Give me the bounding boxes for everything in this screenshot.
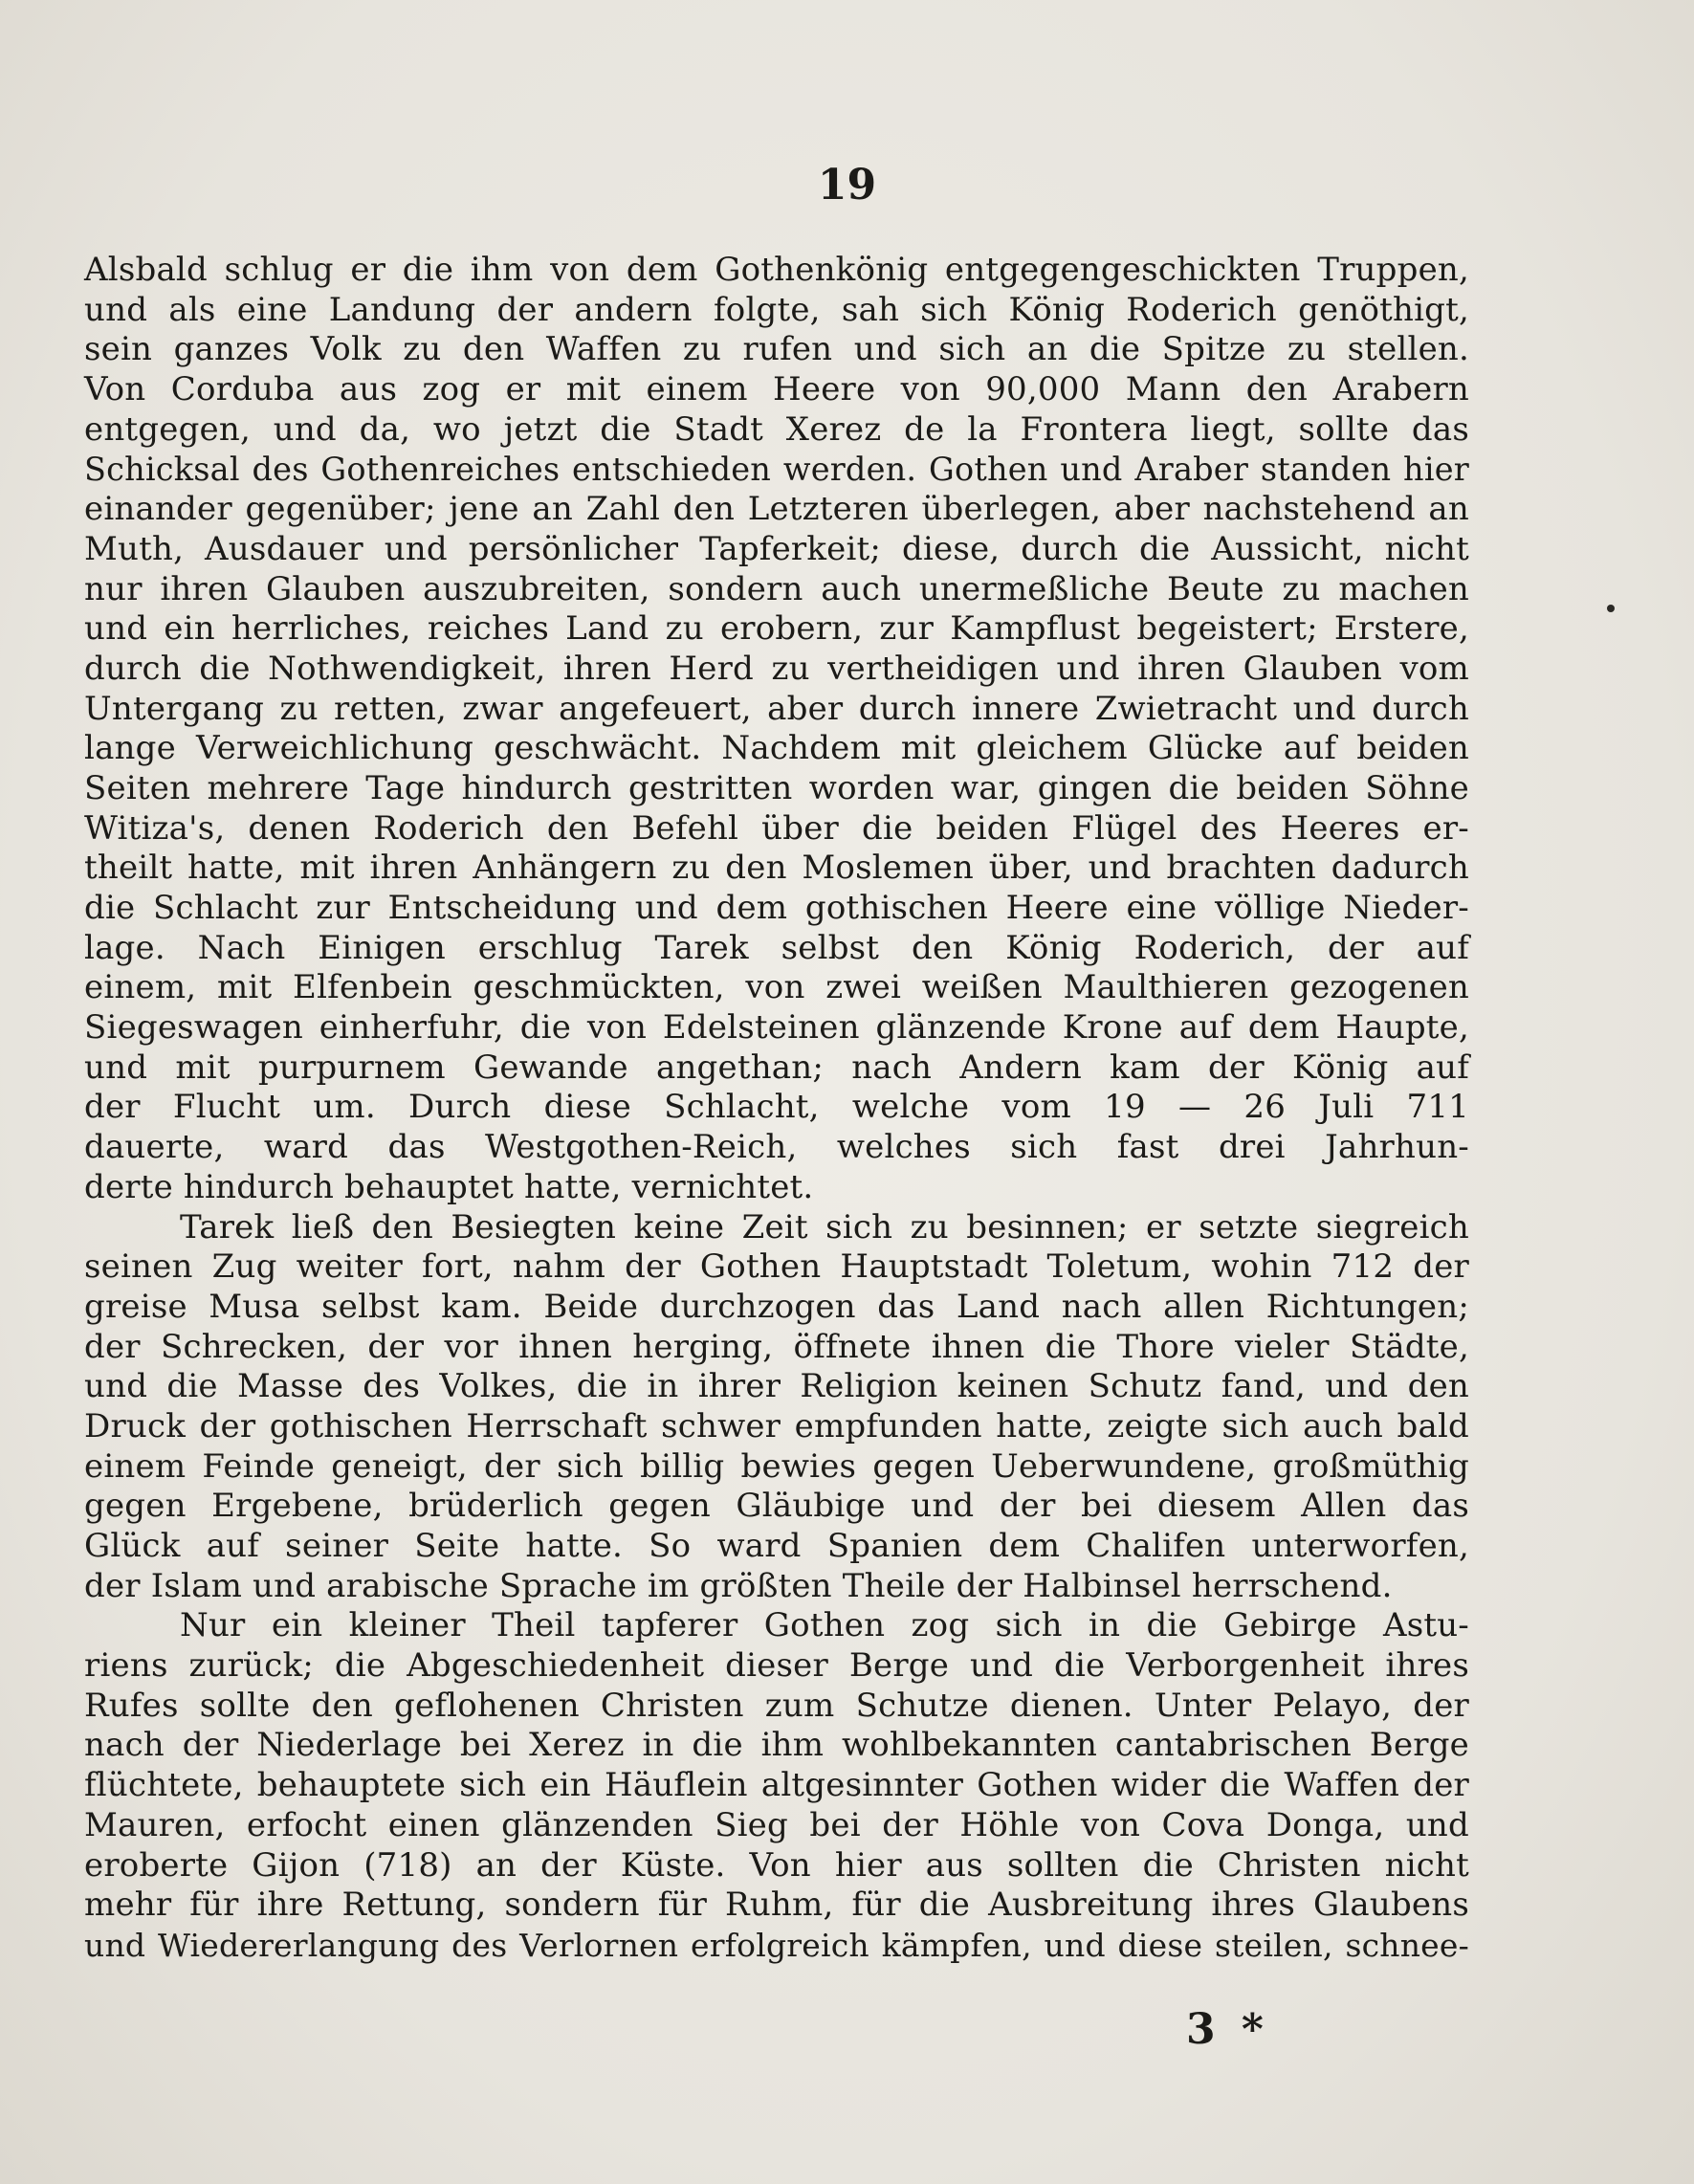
text-line: sein ganzes Volk zu den Waffen zu rufen und sich an die Spitze zu stellen. [84, 330, 1469, 369]
text-line: nur ihren Glauben auszubreiten, sondern auch unermeßliche Beute zu machen [84, 569, 1469, 608]
text-line: und mit purpurnem Gewande angethan; nach Andern kam der König auf [84, 1048, 1469, 1087]
ink-speck [1607, 605, 1615, 612]
text-line: Druck der gothischen Herrschaft schwer empfunden hatte, zeigte sich auch bald [84, 1406, 1469, 1445]
page-number: 19 [817, 161, 877, 210]
text-line: riens zurück; die Abgeschiedenheit dieser Berge und die Verborgenheit ihres [84, 1646, 1469, 1686]
text-line: Seiten mehrere Tage hindurch gestritten worden war, gingen die beiden Söhne [84, 768, 1469, 807]
text-line: einander gegenüber; jene an Zahl den Letzteren überlegen, aber nachstehend an [84, 490, 1469, 529]
text-line: Muth, Ausdauer und persönlicher Tapferkeit; diese, durch die Aussicht, nicht [84, 529, 1469, 568]
text-line: Alsbald schlug er die ihm von dem Gothenkönig entgegengeschickten Truppen, [84, 251, 1469, 289]
text-line: der Schrecken, der vor ihnen herging, öffnete ihnen die Thore vieler Städte, [84, 1327, 1469, 1366]
text-line: mehr für ihre Rettung, sondern für Ruhm, für die Ausbreitung ihres Glaubens [84, 1886, 1469, 1925]
text-line: Witiza's, denen Roderich den Befehl über die beiden Flügel des Heeres er- [84, 808, 1469, 848]
text-line: theilt hatte, mit ihren Anhängern zu den Moslemen über, und brachten dadurch [84, 849, 1469, 888]
text-line: einem Feinde geneigt, der sich billig bewies gegen Ueberwundene, großmüthig [84, 1446, 1469, 1486]
text-line: Rufes sollte den geflohenen Christen zum Schutze dienen. Unter Pelayo, der [84, 1686, 1469, 1725]
text-line: dauerte, ward das Westgothen-Reich, welches sich fast drei Jahrhun- [84, 1128, 1469, 1167]
text-line: greise Musa selbst kam. Beide durchzogen das Land nach allen Richtungen; [84, 1287, 1469, 1326]
text-line: und die Masse des Volkes, die in ihrer Religion keinen Schutz fand, und den [84, 1367, 1469, 1406]
text-line: Siegeswagen einherfuhr, die von Edelsteinen glänzende Krone auf dem Haupte, [84, 1008, 1469, 1048]
text-line: einem, mit Elfenbein geschmückten, von zwei weißen Maulthieren gezogenen [84, 968, 1469, 1007]
text-line: entgegen, und da, wo jetzt die Stadt Xerez de la Frontera liegt, sollte das [84, 409, 1469, 449]
paragraph-end-line: derte hindurch behauptet hatte, vernichtet. [84, 1167, 814, 1206]
paragraph-end-line: der Islam und arabische Sprache im größten Theile der Halbinsel herrschend. [84, 1566, 1393, 1605]
text-line: seinen Zug weiter fort, nahm der Gothen Hauptstadt Toletum, wohin 712 der [84, 1247, 1469, 1287]
text-line: der Flucht um. Durch diese Schlacht, welche vom 19 — 26 Juli 711 [84, 1088, 1469, 1127]
text-line: nach der Niederlage bei Xerez in die ihm wohlbekannten cantabrischen Berge [84, 1726, 1469, 1765]
text-line: lage. Nach Einigen erschlug Tarek selbst den König Roderich, der auf [84, 928, 1469, 967]
text-line: Mauren, erfocht einen glänzenden Sieg bei der Höhle von Cova Donga, und [84, 1805, 1469, 1844]
text-line: und Wiedererlangung des Verlornen erfolgreich kämpfen, und diese steilen, schnee- [84, 1926, 1469, 1964]
text-line: durch die Nothwendigkeit, ihren Herd zu vertheidigen und ihren Glauben vom [84, 649, 1469, 688]
text-line: Untergang zu retten, zwar angefeuert, aber durch innere Zwietracht und durch [84, 689, 1469, 728]
text-line: und als eine Landung der andern folgte, sah sich König Roderich genöthigt, [84, 290, 1469, 329]
text-line: gegen Ergebene, brüderlich gegen Gläubige und der bei diesem Allen das [84, 1487, 1469, 1526]
text-line: Schicksal des Gothenreiches entschieden werden. Gothen und Araber standen hier [84, 451, 1469, 489]
text-line: flüchtete, behauptete sich ein Häuflein altgesinnter Gothen wider die Waffen der [84, 1766, 1469, 1805]
text-line: die Schlacht zur Entscheidung und dem gothischen Heere eine völlige Nieder- [84, 889, 1469, 927]
text-line: Von Corduba aus zog er mit einem Heere von 90,000 Mann den Arabern [84, 370, 1469, 409]
body-text [84, 251, 1469, 1966]
text-line: lange Verweichlichung geschwächt. Nachdem mit gleichem Glücke auf beiden [84, 729, 1469, 768]
signature-mark: 3 * [1186, 2005, 1269, 2054]
paragraph-start-line: Tarek ließ den Besiegten keine Zeit sich zu besinnen; er setzte siegreich [180, 1207, 1469, 1246]
text-line: eroberte Gijon (718) an der Küste. Von hier aus sollten die Christen nicht [84, 1845, 1469, 1885]
paragraph-start-line: Nur ein kleiner Theil tapferer Gothen zog sich in die Gebirge Astu- [180, 1606, 1469, 1645]
text-line: und ein herrliches, reiches Land zu erobern, zur Kampflust begeistert; Erstere, [84, 609, 1469, 649]
text-line: Glück auf seiner Seite hatte. So ward Spanien dem Chalifen unterworfen, [84, 1527, 1469, 1565]
